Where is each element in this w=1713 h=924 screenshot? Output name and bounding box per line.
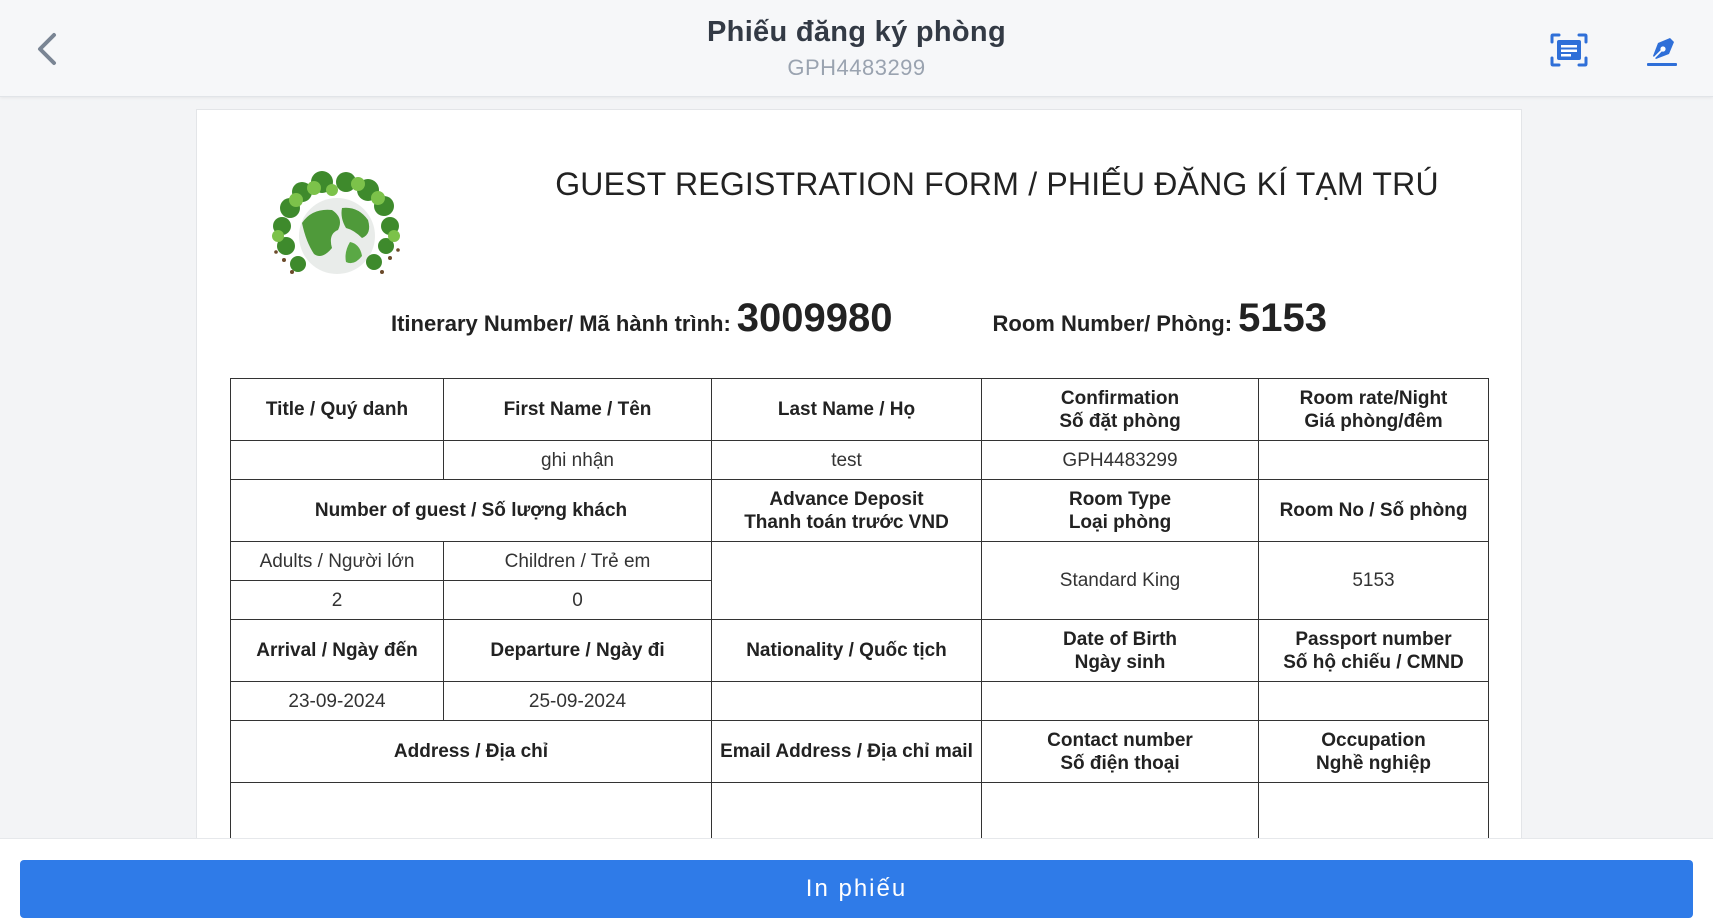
itinerary-label: Itinerary Number/ Mã hành trình: — [390, 311, 731, 336]
departure-header: Departure / Ngày đi — [444, 620, 712, 682]
page-title: Phiếu đăng ký phòng — [707, 16, 1006, 48]
passport-value — [1259, 682, 1489, 721]
registration-table — [230, 378, 1489, 838]
table-row — [231, 441, 1489, 480]
contact-number-header-line1: Contact number — [1047, 729, 1193, 751]
table-row — [231, 480, 1489, 542]
date-of-birth-header-line1: Date of Birth — [1063, 628, 1177, 650]
room-number-value: 5153 — [1238, 296, 1328, 340]
room-type-header-line2: Loại phòng — [1068, 511, 1172, 533]
table-row — [231, 682, 1489, 721]
date-of-birth-header-line2: Ngày sinh — [1074, 651, 1166, 673]
document-viewport[interactable] — [0, 97, 1713, 838]
top-app-bar — [0, 0, 1713, 97]
form-title: GUEST REGISTRATION FORM / PHIẾU ĐĂNG KÍ TẠM TRÚ — [555, 166, 1439, 202]
table-row — [231, 783, 1489, 839]
last-name-header: Last Name / Họ — [712, 379, 982, 441]
advance-deposit-header-line1: Advance Deposit — [769, 488, 924, 510]
room-number-label: Room Number/ Phòng: — [992, 311, 1233, 336]
tree-globe-logo — [262, 168, 412, 288]
room-type-header — [982, 480, 1259, 542]
title-header: Title / Quý danh — [231, 379, 444, 441]
scan-button[interactable] — [1545, 26, 1593, 74]
advance-deposit-header-line2: Thanh toán trước VND — [744, 511, 949, 533]
title-value — [231, 441, 444, 480]
occupation-header-line1: Occupation — [1321, 729, 1426, 751]
email-header: Email Address / Địa chỉ mail — [712, 721, 982, 783]
passport-header-line1: Passport number — [1295, 628, 1452, 650]
room-no-header: Room No / Số phòng — [1259, 480, 1489, 542]
print-button[interactable]: In phiếu — [20, 860, 1693, 918]
passport-header — [1259, 620, 1489, 682]
arrival-value: 23-09-2024 — [231, 682, 444, 721]
bottom-action-bar — [0, 838, 1713, 924]
departure-value: 25-09-2024 — [444, 682, 712, 721]
confirmation-value: GPH4483299 — [982, 441, 1259, 480]
identifiers-row — [197, 296, 1521, 341]
children-label: Children / Trẻ em — [444, 542, 712, 581]
advance-deposit-value — [712, 542, 982, 620]
adults-value: 2 — [231, 581, 444, 620]
room-rate-header-line2: Giá phòng/đêm — [1304, 410, 1443, 432]
contact-number-header-line2: Số điện thoại — [1060, 752, 1180, 774]
last-name-value: test — [712, 441, 982, 480]
header-titles — [0, 16, 1713, 81]
booking-code: GPH4483299 — [787, 55, 926, 80]
first-name-header: First Name / Tên — [444, 379, 712, 441]
confirmation-header-line2: Số đặt phòng — [1059, 410, 1181, 432]
occupation-header-line2: Nghề nghiệp — [1315, 752, 1432, 774]
guests-header: Number of guest / Số lượng khách — [231, 480, 712, 542]
registration-form-paper — [196, 109, 1522, 838]
nationality-value — [712, 682, 982, 721]
first-name-value: ghi nhận — [444, 441, 712, 480]
table-row — [231, 721, 1489, 783]
advance-deposit-header — [712, 480, 982, 542]
room-rate-header-line1: Room rate/Night — [1299, 387, 1448, 409]
room-no-value: 5153 — [1259, 542, 1489, 620]
sign-button[interactable] — [1638, 26, 1686, 74]
itinerary-number: 3009980 — [736, 296, 893, 340]
table-row — [231, 542, 1489, 581]
room-type-value: Standard King — [982, 542, 1259, 620]
date-of-birth-value — [982, 682, 1259, 721]
pen-signature-icon — [1644, 32, 1680, 68]
table-row — [231, 379, 1489, 441]
table-row — [231, 620, 1489, 682]
confirmation-header-line1: Confirmation — [1060, 387, 1180, 409]
children-value: 0 — [444, 581, 712, 620]
date-of-birth-header — [982, 620, 1259, 682]
confirmation-header — [982, 379, 1259, 441]
scan-document-icon — [1549, 32, 1589, 68]
room-rate-value — [1259, 441, 1489, 480]
room-rate-header — [1259, 379, 1489, 441]
address-header: Address / Địa chỉ — [231, 721, 712, 783]
passport-header-line2: Số hộ chiếu / CMND — [1283, 651, 1464, 673]
adults-label: Adults / Người lớn — [231, 542, 444, 581]
contact-number-header — [982, 721, 1259, 783]
nationality-header: Nationality / Quốc tịch — [712, 620, 982, 682]
address-value — [231, 783, 712, 839]
occupation-header — [1259, 721, 1489, 783]
arrival-header: Arrival / Ngày đến — [231, 620, 444, 682]
room-type-header-line1: Room Type — [1068, 488, 1172, 510]
email-value — [712, 783, 982, 839]
contact-number-value — [982, 783, 1259, 839]
occupation-value — [1259, 783, 1489, 839]
